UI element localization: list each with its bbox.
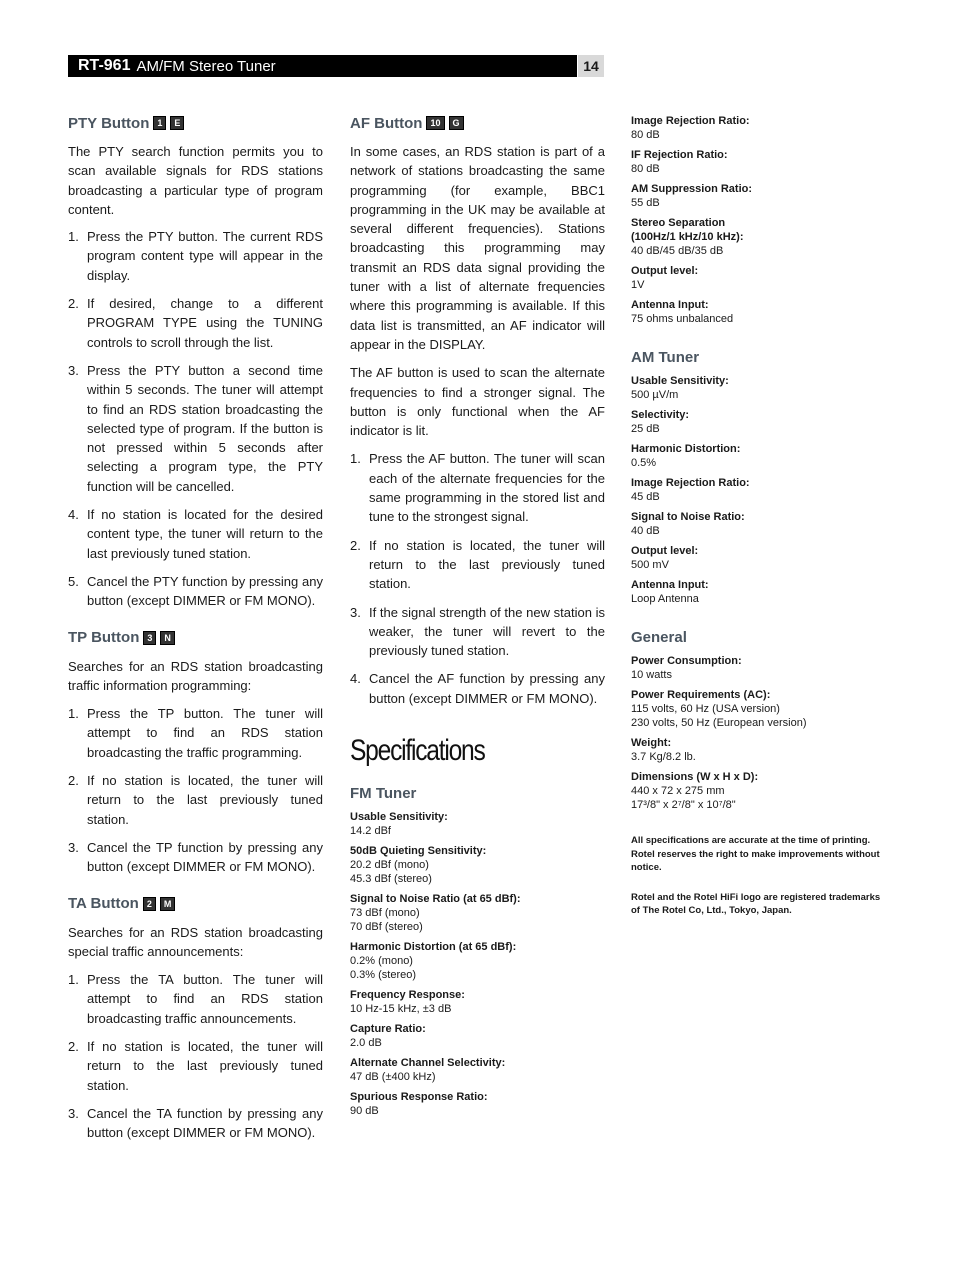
step-text: Cancel the TA function by pressing any button (except DIMMER or FM MONO). (87, 1105, 323, 1141)
spec-value: 25 dB (631, 423, 660, 435)
tp-steps (68, 704, 323, 876)
spec-value: 0.5% (631, 457, 657, 469)
spec-value: 45.3 dBf (stereo) (350, 873, 432, 886)
step-text: If no station is located, the tuner will return to the last previously tuned station. (87, 773, 323, 827)
step-number: 3. (68, 839, 79, 855)
ta-key-2: M (160, 897, 176, 911)
spec-item (350, 988, 605, 1016)
spec-value: 40 dB/45 dB/35 dB (631, 245, 724, 257)
spec-value: 10 watts (631, 669, 672, 681)
header-bar (68, 55, 577, 77)
ta-key-1: 2 (143, 897, 156, 911)
spec-label: Image Rejection Ratio: (631, 477, 750, 489)
spec-label: Output level: (631, 545, 699, 557)
step-number: 1. (68, 972, 79, 988)
spec-item (631, 114, 891, 142)
column-1 (68, 112, 323, 1142)
spec-item (350, 892, 605, 934)
am-tuner-heading: AM Tuner (631, 348, 700, 366)
spec-value: 3.7 Kg/8.2 lb. (631, 751, 696, 763)
step-text: If no station is located, the tuner will return to the last previously tuned station. (87, 1038, 323, 1093)
spec-value: 115 volts, 60 Hz (USA version) (631, 703, 780, 715)
spec-item (631, 182, 891, 210)
column-3 (631, 114, 891, 918)
tp-heading (68, 627, 323, 649)
trademark-note: Rotel and the Rotel HiFi logo are registered trademarks of The Rotel Co, Ltd., Tokyo, Japan. (631, 891, 881, 916)
spec-label: Alternate Channel Selectivity: (350, 1057, 506, 1070)
af-steps (350, 449, 605, 708)
step-number: 1. (350, 451, 361, 467)
spec-item (631, 148, 891, 176)
spec-label: Weight: (631, 737, 672, 749)
step-text: Press the TA button. The tuner will attempt to find an RDS station broadcasting traffic announcements. (87, 972, 323, 1026)
spec-label: Capture Ratio: (350, 1023, 426, 1036)
ta-title: TA Button (68, 895, 139, 912)
spec-item (631, 374, 891, 402)
ta-heading (68, 893, 323, 915)
spec-value: 40 dB (631, 525, 660, 537)
column-2 (350, 112, 605, 1124)
ta-steps (68, 970, 323, 1142)
fm-tuner-heading: FM Tuner (350, 784, 417, 802)
spec-value: 80 dB (631, 129, 660, 141)
spec-item (350, 1056, 605, 1084)
spec-label: Dimensions (W x H x D): (631, 771, 759, 783)
spec-label: Frequency Response: (350, 989, 465, 1002)
spec-item (631, 298, 891, 326)
spec-label: Harmonic Distortion (at 65 dBf): (350, 941, 517, 954)
step-number: 2. (68, 1038, 79, 1054)
step-number: 4. (350, 671, 361, 687)
af-key-2: G (449, 116, 464, 130)
spec-value: 2.0 dB (350, 1037, 382, 1050)
step-text: If the signal strength of the new station is weaker, the tuner will revert to the previously tuned station. (369, 604, 605, 659)
step-text: If no station is located, the tuner will return to the last previously tuned station. (369, 537, 605, 592)
spec-label: Image Rejection Ratio: (631, 115, 750, 127)
spec-item (350, 844, 605, 886)
tp-intro: Searches for an RDS station broadcasting traffic information programming: (68, 658, 323, 693)
step-text: Press the PTY button. The current RDS program content type will appear in the display. (87, 229, 323, 283)
spec-label: 50dB Quieting Sensitivity: (350, 845, 487, 858)
af-heading (350, 112, 605, 134)
af-intro-1: In some cases, an RDS station is part of a network of stations broadcasting the same programming (for example, BBC1 programming in the UK may be available at several different frequencies). Stations broadcasting this programming may transmit an RDS data signal providing the tuner with a list of alternate frequencies where this programming is available. If this data list is transmitted, an AF indicator will appear in the DISPLAY. (350, 144, 605, 352)
page-number: 14 (578, 55, 604, 77)
spec-label: AM Suppression Ratio: (631, 183, 753, 195)
fm-spec-list-continued (631, 114, 891, 326)
am-spec-list (631, 374, 891, 606)
step-number: 2. (68, 773, 79, 789)
spec-value: 500 mV (631, 559, 669, 571)
general-heading: General (631, 628, 687, 646)
spec-value: 500 µV/m (631, 389, 679, 401)
af-title: AF Button (350, 114, 423, 132)
pty-key-2: E (170, 116, 184, 130)
list-item (350, 603, 605, 661)
spec-value: 55 dB (631, 197, 660, 209)
general-spec-list (631, 654, 891, 812)
spec-value: 73 dBf (mono) (350, 907, 420, 920)
spec-label: Output level: (631, 265, 699, 277)
spec-item (350, 1022, 605, 1050)
model-name: RT-961 (78, 57, 131, 74)
af-key-1: 10 (426, 116, 444, 130)
spec-item (631, 510, 891, 538)
spec-value: 75 ohms unbalanced (631, 313, 734, 325)
step-number: 1. (68, 706, 79, 722)
spec-value: Loop Antenna (631, 593, 699, 605)
step-text: If no station is located for the desired content type, the tuner will return to the last previously tuned station. (87, 507, 323, 561)
spec-item (631, 476, 891, 504)
pty-key-1: 1 (153, 116, 166, 130)
step-text: Press the TP button. The tuner will attempt to find an RDS station broadcasting the traffic programming. (87, 706, 323, 760)
fm-spec-list (350, 810, 605, 1118)
spec-label: Harmonic Distortion: (631, 443, 741, 455)
spec-label: Selectivity: (631, 409, 690, 421)
spec-item (631, 544, 891, 572)
list-item (350, 536, 605, 594)
spec-label: Spurious Response Ratio: (350, 1091, 488, 1104)
tp-key-2: N (160, 631, 175, 645)
pty-steps (68, 227, 323, 610)
list-item (68, 227, 323, 285)
spec-item (631, 736, 891, 764)
spec-value: 10 Hz-15 kHz, ±3 dB (350, 1003, 452, 1016)
spec-value: 0.2% (mono) (350, 955, 413, 968)
spec-item (631, 770, 891, 812)
list-item (68, 970, 323, 1028)
list-item (68, 361, 323, 496)
spec-label: Antenna Input: (631, 299, 709, 311)
step-number: 3. (68, 362, 79, 378)
list-item (68, 1037, 323, 1095)
spec-value: 440 x 72 x 275 mm (631, 785, 725, 797)
spec-item (631, 578, 891, 606)
spec-item (631, 264, 891, 292)
step-number: 2. (350, 537, 361, 553)
spec-value: 20.2 dBf (mono) (350, 859, 429, 872)
spec-label: Antenna Input: (631, 579, 709, 591)
step-text: If desired, change to a different PROGRAM TYPE using the TUNING controls to scroll through the list. (87, 296, 323, 350)
af-intro-2: The AF button is used to scan the alternate frequencies to find a stronger signal. The button is only functional when the AF indicator is lit. (350, 365, 605, 439)
step-number: 4. (68, 507, 79, 523)
step-number: 3. (350, 604, 361, 620)
spec-item (631, 408, 891, 436)
spec-value: 45 dB (631, 491, 660, 503)
list-item (68, 838, 323, 877)
spec-item (350, 1090, 605, 1118)
spec-label: Signal to Noise Ratio (at 65 dBf): (350, 893, 521, 906)
spec-label: Signal to Noise Ratio: (631, 511, 745, 523)
spec-item (350, 940, 605, 982)
pty-heading (68, 112, 323, 134)
list-item (68, 1104, 323, 1143)
spec-value: 80 dB (631, 163, 660, 175)
step-text: Press the AF button. The tuner will scan each of the alternate frequencies for the same programming in the stored list and tune to the strongest signal. (369, 451, 605, 525)
spec-label: Stereo Separation (100Hz/1 kHz/10 kHz): (631, 217, 744, 243)
spec-label: Power Consumption: (631, 655, 742, 667)
spec-value: 17³/8" x 2⁷/8" x 10⁷/8" (631, 799, 736, 811)
spec-label: IF Rejection Ratio: (631, 149, 728, 161)
step-number: 5. (68, 573, 79, 589)
tp-title: TP Button (68, 629, 140, 647)
spec-item (350, 810, 605, 838)
spec-value: 47 dB (±400 kHz) (350, 1071, 436, 1084)
list-item (68, 294, 323, 352)
spec-value: 14.2 dBf (350, 825, 391, 838)
step-number: 2. (68, 296, 79, 312)
spec-label: Usable Sensitivity: (631, 375, 729, 387)
spec-item (631, 442, 891, 470)
spec-value: 1V (631, 279, 645, 291)
spec-value: 0.3% (stereo) (350, 969, 417, 982)
spec-label: Usable Sensitivity: (350, 811, 448, 824)
spec-value: 70 dBf (stereo) (350, 921, 423, 934)
spec-value: 90 dB (350, 1105, 379, 1118)
spec-item (631, 654, 891, 682)
list-item (68, 704, 323, 762)
list-item (68, 572, 323, 611)
step-number: 3. (68, 1105, 79, 1121)
accuracy-note: All specifications are accurate at the time of printing. Rotel reserves the right to make improvements without notice. (631, 835, 880, 873)
spec-item (631, 216, 891, 258)
step-text: Press the PTY button a second time within 5 seconds. The tuner will attempt to find an RDS station broadcasting the selected type of program. If the button is not pressed within 5 seconds after selecting a program type, the PTY function will be cancelled. (87, 362, 323, 494)
pty-intro: The PTY search function permits you to scan available signals for RDS stations broadcasting a particular type of program content. (68, 144, 323, 217)
step-number: 1. (68, 229, 79, 245)
ta-intro: Searches for an RDS station broadcasting special traffic announcements: (68, 924, 323, 959)
spec-item (631, 688, 891, 730)
spec-value: 230 volts, 50 Hz (European version) (631, 717, 807, 729)
list-item (68, 771, 323, 829)
list-item (68, 505, 323, 563)
product-title: AM/FM Stereo Tuner (136, 57, 276, 75)
list-item (350, 669, 605, 708)
step-text: Cancel the TP function by pressing any button (except DIMMER or FM MONO). (87, 839, 323, 875)
tp-key-1: 3 (143, 631, 156, 645)
list-item (350, 449, 605, 526)
spec-label: Power Requirements (AC): (631, 689, 771, 701)
specifications-title: Specifications (350, 734, 485, 768)
step-text: Cancel the AF function by pressing any button (except DIMMER or FM MONO). (369, 671, 605, 706)
step-text: Cancel the PTY function by pressing any button (except DIMMER or FM MONO). (87, 573, 323, 609)
pty-title: PTY Button (68, 114, 150, 132)
